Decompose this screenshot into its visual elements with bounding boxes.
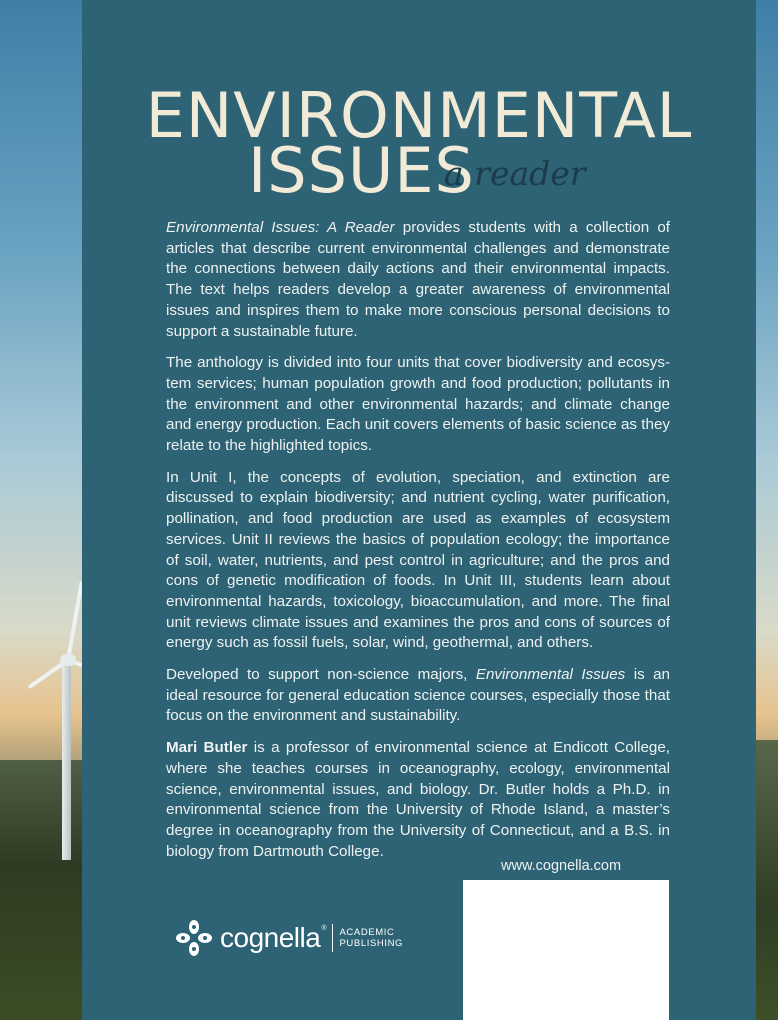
back-cover-panel <box>82 0 756 1020</box>
wind-turbine-tower <box>62 660 71 860</box>
logo-divider <box>332 924 333 952</box>
author-name: Mari Butler <box>166 739 248 757</box>
publisher-name: cognella <box>220 922 321 953</box>
paragraph-intro: Environmental Issues: A Reader provides students with a collection of articles that describe current environmental challenges and demonstrate the connections between daily actions and their environmental impacts. The text helps readers develop a greater awareness of environmental issues and inspires them to make more conscious personal decisions to support a sustainable future. <box>166 219 670 340</box>
paragraph-author-bio: Mari Butler is a professor of environmental science at Endicott College, where she teaches courses in oceanography, ecology, environmental science, environmental issues, and biology. Dr. Butler holds a Ph.D. in environmental science from the University of Rhode Island, a master’s degree in oceanography from the University of Connecticut, and a B.S. in biology from Dartmouth College. <box>166 739 671 860</box>
publisher-division: ACADEMIC PUBLISHING <box>339 927 404 949</box>
paragraph-units: In Unit I, the concepts of evolution, speciation, and extinction are discussed to explain biodiversity; and nutrient cycling, water purification, pollination, and food production are used as examples of ecosystem services. Unit II reviews the basics of population ecology; the importance of soil, water, nutrients, and pest control in agriculture; and the pros and cons of genetic modification of foods. In Unit III, students learn about environmental hazards, toxicology, bioaccumulation, and more. The final unit reviews climate issues and examines the pros and cons of sources of energy such as fossil fuels, solar, wind, geothermal, and others. <box>166 468 670 652</box>
trademark-symbol: ® <box>321 924 327 932</box>
paragraph-anthology: The anthology is divided into four units that cover biodiversity and ecosys-tem services; human population growth and food production; pollutants in the environment and other environmental hazards; and climate change and energy production. Each unit covers elements of basic science as they relate to the highlighted topics. <box>166 354 670 455</box>
title-line-2: ISSUES <box>248 134 475 207</box>
cognella-logo-icon <box>174 918 214 958</box>
barcode-area <box>463 880 669 1020</box>
wind-turbine-hub <box>60 654 76 666</box>
subtitle: a reader <box>444 154 586 193</box>
book-title-italic: Environmental Issues: A Reader <box>166 219 395 236</box>
publisher-website[interactable]: www.cognella.com <box>501 858 622 874</box>
publisher-logo <box>174 916 403 960</box>
right-hillside <box>756 740 778 1020</box>
description-text <box>166 218 670 873</box>
paragraph-audience: Developed to support non-science majors, Environmental Issues is an ideal resource for general education science courses, especially those that focus on the environment and sustainability. <box>166 666 670 725</box>
title-line-1: ENVIRONMENTAL <box>145 79 693 152</box>
book-title-italic: Environmental Issues <box>475 666 626 684</box>
